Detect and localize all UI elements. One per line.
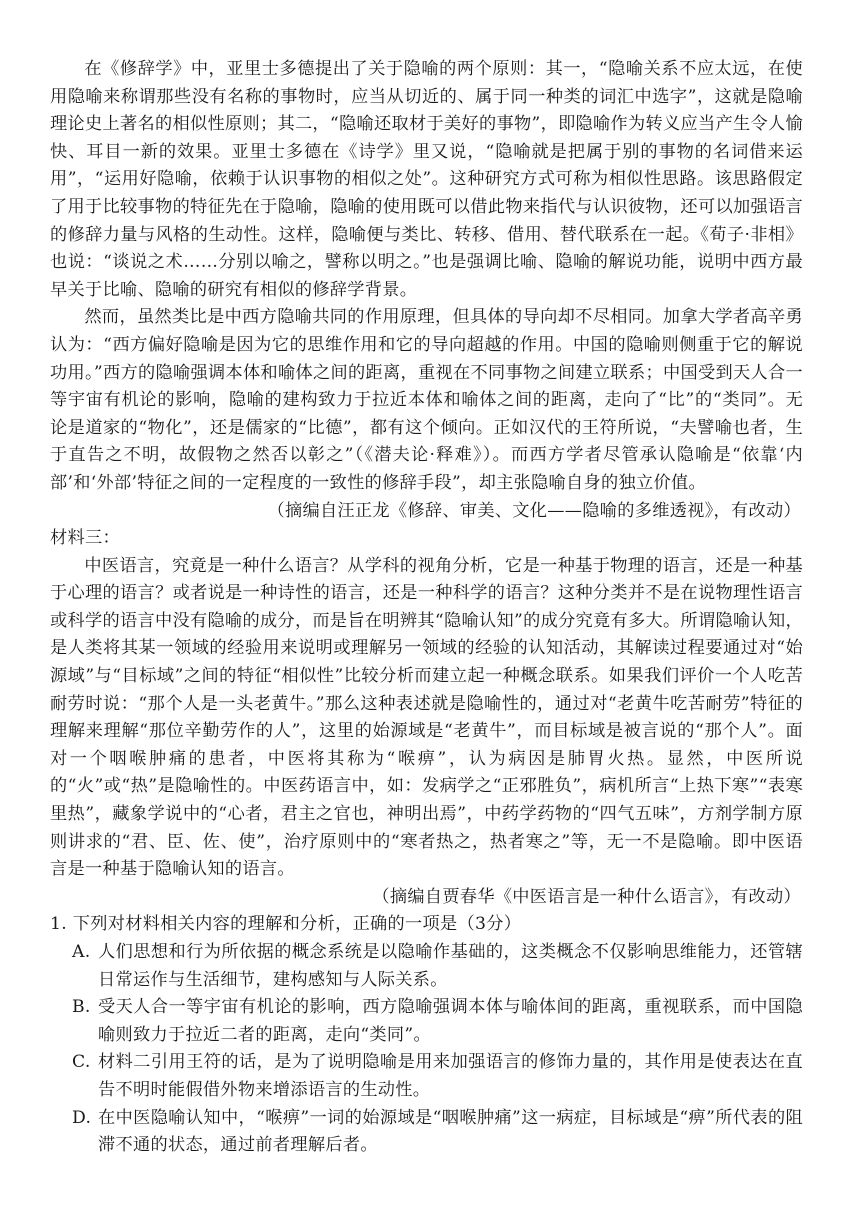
option-d xyxy=(72,1105,803,1160)
option-c xyxy=(72,1049,803,1104)
option-letter: A. xyxy=(72,942,91,962)
option-text: 材料二引用王符的话，是为了说明隐喻是用来加强语言的修饰力量的，其作用是使表达在直告不明时能假借外物来增添语言的生动性。 xyxy=(98,1052,803,1100)
material2-paragraph-2: 然而，虽然类比是中西方隐喻共同的作用原理，但具体的导向却不尽相同。加拿大学者高辛勇认为：“西方偏好隐喻是因为它的思维作用和它的导向超越的作用。中国的隐喻则侧重于它的解说功用。”西方的隐喻强调本体和喻体之间的距离，重视在不同事物之间建立联系；中国受到天人合一等宇宙有机论的影响，隐喻的建构致力于拉近本体和喻体之间的距离，走向了“比”的“类同”。无论是道家的“物化”，还是儒家的“比德”，都有这个倾向。正如汉代的王符所说，“夫譬喻也者，生于直告之不明，故假物之然否以彰之”（《潜夫论·释难》）。而西方学者尽管承认隐喻是“依靠‘内部’和‘外部’特征之间的一定程度的一致性的修辞手段”，却主张隐喻自身的独立价值。 xyxy=(50,307,803,493)
question-1-stem: 1. 下列对材料相关内容的理解和分析，正确的一项是（3分） xyxy=(50,914,522,935)
question-1-options xyxy=(72,939,803,1160)
material3-paragraph-1: 中医语言，究竟是一种什么语言？从学科的视角分析，它是一种基于物理的语言，还是一种基于心理的语言？或者说是一种诗性的语言，还是一种科学的语言？这种分类并不是在说物理性语言或科学的语言中没有隐喻的成分，而是旨在明辨其“隐喻认知”的成分究竟有多大。所谓隐喻认知，是人类将其某一领域的经验用来说明或理解另一领域的经验的认知活动，其解读过程要通过对“始源域”与“目标域”之间的特征“相似性”比较分析而建立起一种概念联系。如果我们评价一个人吃苦耐劳时说：“那个人是一头老黄牛。”那么这种表述就是隐喻性的，通过对“老黄牛吃苦耐劳”特征的理解来理解“那位辛勤劳作的人”，这里的始源域是“老黄牛”，而目标域是被言说的“那个人”。面对一个咽喉肿痛的患者，中医将其称为“喉痹”，认为病因是肺胃火热。显然，中医所说的“火”或“热”是隐喻性的。中医药语言中，如：发病学之“正邪胜负”，病机所言“上热下寒”“表寒里热”，藏象学说中的“心者，君主之官也，神明出焉”，中药学药物的“四气五味”，方剂学制方原则讲求的“君、臣、佐、使”，治疗原则中的“寒者热之，热者寒之”等，无一不是隐喻。即中医语言是一种基于隐喻认知的语言。 xyxy=(50,555,803,880)
option-a xyxy=(72,939,803,994)
option-letter: D. xyxy=(72,1107,92,1128)
option-text: 人们思想和行为所依据的概念系统是以隐喻作基础的，这类概念不仅影响思维能力，还管辖日常运作与生活细节，建构感知与人际关系。 xyxy=(98,942,803,990)
option-letter: C. xyxy=(72,1052,91,1073)
option-b xyxy=(72,994,803,1049)
option-text: 受天人合一等宇宙有机论的影响，西方隐喻强调本体与喻体间的距离，重视联系，而中国隐喻则致力于拉近二者的距离，走向“类同”。 xyxy=(98,997,803,1045)
option-letter: B. xyxy=(72,997,91,1018)
material2-paragraph-1: 在《修辞学》中，亚里士多德提出了关于隐喻的两个原则：其一，“隐喻关系不应太远，在使用隐喻来称谓那些没有名称的事物时，应当从切近的、属于同一种类的词汇中选字”，这就是隐喻理论史上著名的相似性原则；其二，“隐喻还取材于美好的事物”，即隐喻作为转义应当产生令人愉快、耳目一新的效果。亚里士多德在《诗学》里又说，“隐喻就是把属于别的事物的名词借来运用”，“运用好隐喻，依赖于认识事物的相似之处”。这种研究方式可称为相似性思路。该思路假定了用于比较事物的特征先在于隐喻，隐喻的使用既可以借此物来指代与认识彼物，还可以加强语言的修辞力量与风格的生动性。这样，隐喻便与类比、转移、借用、替代联系在一起。《荀子·非相》也说：“谈说之术……分别以喻之，譬称以明之。”也是强调比喻、隐喻的解说功能，说明中西方最早关于比喻、隐喻的研究有相似的修辞学背景。 xyxy=(50,59,803,300)
option-text: 在中医隐喻认知中，“喉痹”一词的始源域是“咽喉肿痛”这一病症，目标域是“痹”所代表的阻滞不通的状态，通过前者理解后者。 xyxy=(98,1107,803,1156)
material3-heading: 材料三： xyxy=(50,528,120,549)
material2-source: （摘编自汪正龙《修辞、审美、文化——隐喻的多维透视》，有改动） xyxy=(267,500,801,521)
material3-source: （摘编自贾春华《中医语言是一种什么语言》，有改动） xyxy=(372,886,801,907)
